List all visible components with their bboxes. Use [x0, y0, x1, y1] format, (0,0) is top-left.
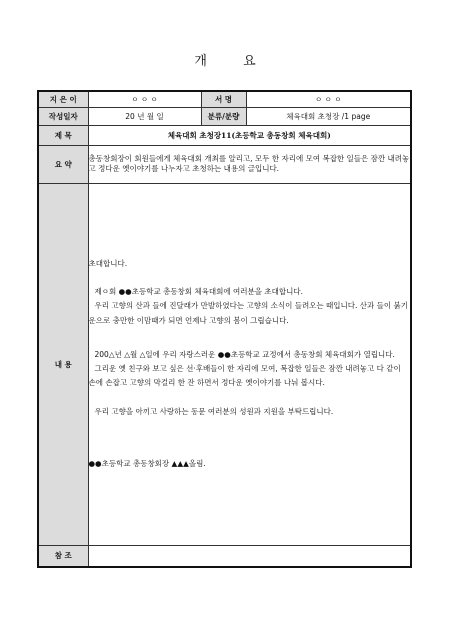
- date-value: 20 년 월 일: [88, 107, 201, 125]
- author-value: ㅇ ㅇ ㅇ: [88, 91, 201, 107]
- greeting-text: 초대합니다.: [88, 258, 128, 268]
- paragraph-4: 그리운 옛 친구와 보고 싶은 선·후배들이 한 자리에 모여, 복잡한 일들은 잠깐 내려놓고 다 같이 손에 손잡고 고향의 막걸리 한 잔 하면서 정다운 옛이야기를 나눠 봅시다.: [88, 364, 401, 388]
- category-value: 체육대회 초청장 /1 page: [246, 107, 411, 125]
- author-label: 지 은 이: [38, 91, 88, 107]
- paragraph-3: 200△년 △월 △일에 우리 자랑스러운 ●●초등학교 교정에서 총동창회 체육대회가 열립니다.: [94, 349, 395, 359]
- page-title: [0, 50, 450, 69]
- signature-line: ●●초등학교 총동창회장 ▲▲▲올림.: [88, 458, 206, 468]
- date-label: 작성일자: [38, 107, 88, 125]
- summary-value: 총동창회장이 회원들에게 체육대회 개최를 알리고, 모두 한 자리에 모여 복잡한 일들은 잠깐 내려놓고 정다운 옛이야기를 나누자고 초청하는 내용의 글입니다.: [88, 145, 411, 183]
- subject-value: 체육대회 초청장11(초등학교 총동창회 체육대회): [88, 125, 411, 145]
- reference-label: 참 조: [38, 545, 88, 567]
- title-char-1: 개: [194, 54, 207, 69]
- category-label: 분류/분량: [201, 107, 246, 125]
- paragraph-2: 우리 고향의 산과 들에 진달래가 만발하였다는 고향의 소식이 들려오는 때입니다. 산과 들이 붉기운으로 충만한 이맘때가 되면 언제나 고향의 봄이 그립습니다.: [88, 301, 409, 325]
- summary-label: 요 약: [38, 145, 88, 183]
- signature-label: 서 명: [201, 91, 246, 107]
- paragraph-5: 우리 고향을 아끼고 사랑하는 동문 여러분의 성원과 지원을 부탁드립니다.: [94, 406, 334, 416]
- signature-value: ㅇ ㅇ ㅇ: [246, 91, 411, 107]
- reference-value: [88, 545, 411, 567]
- paragraph-1: 제ㅇ회 ●●초등학교 총동창회 체육대회에 여러분을 초대합니다.: [94, 287, 304, 297]
- overview-form: [37, 90, 412, 568]
- content-body: [88, 183, 411, 545]
- content-label: 내 용: [38, 183, 88, 545]
- title-char-2: 요: [243, 54, 256, 69]
- subject-label: 제 목: [38, 125, 88, 145]
